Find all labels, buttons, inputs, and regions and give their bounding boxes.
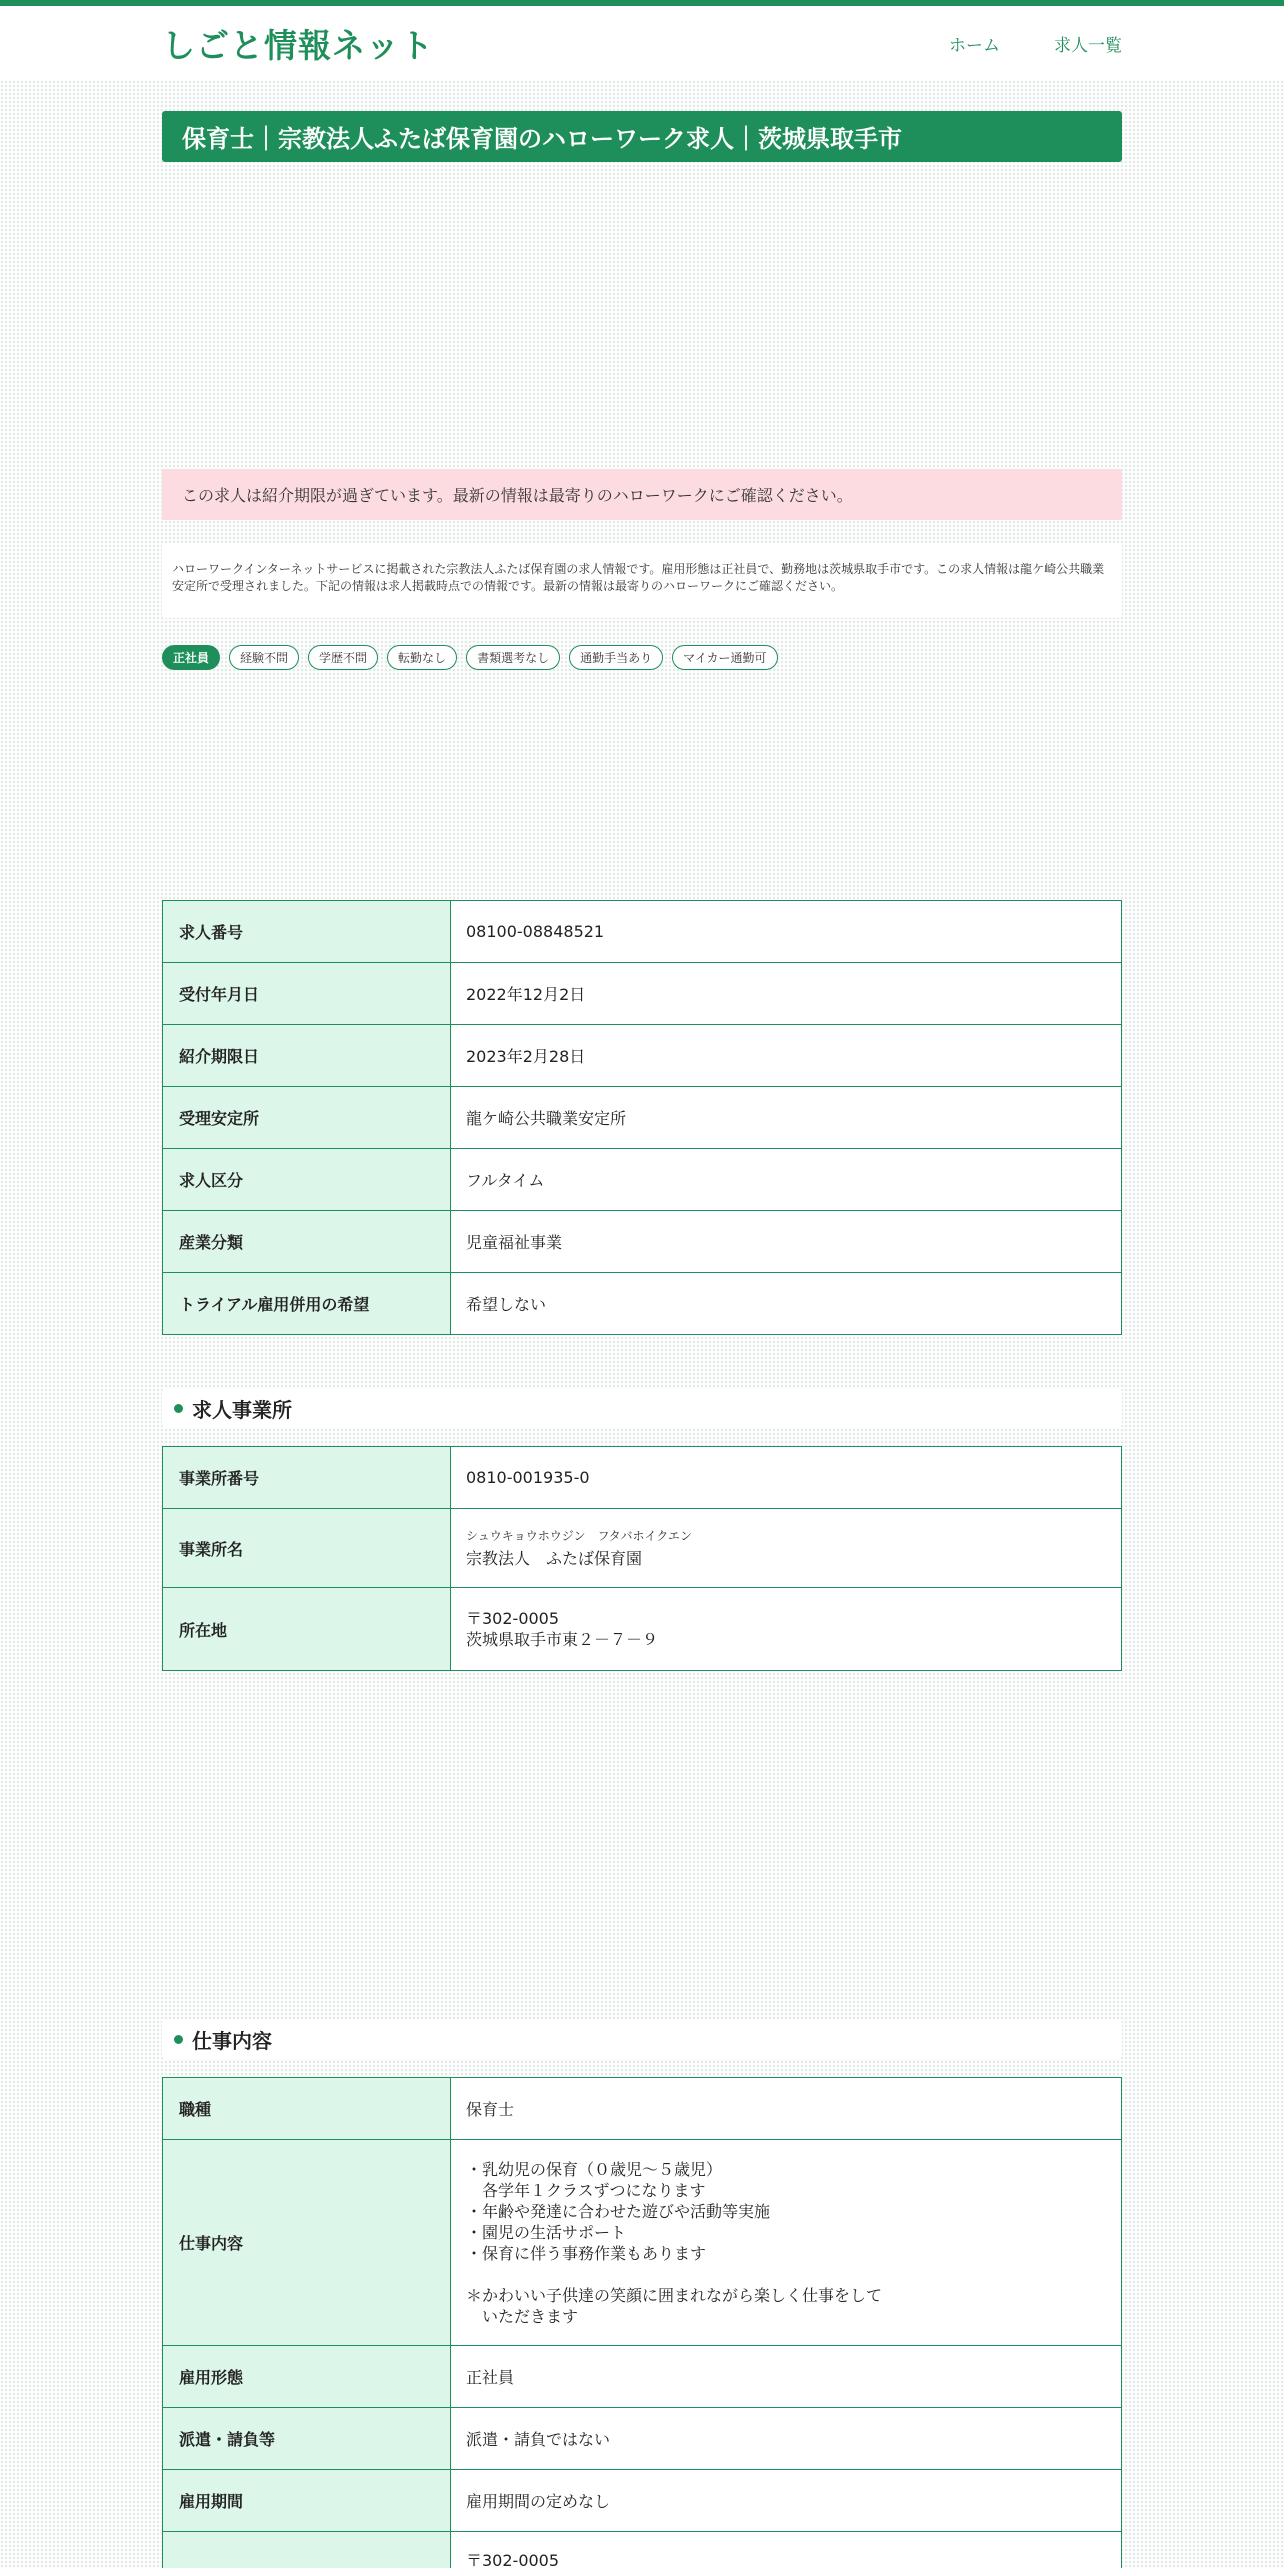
address: 茨城県取手市東２－７－９ — [466, 1630, 659, 1649]
tag: 転勤なし — [387, 645, 457, 670]
page-title: 保育士｜宗教法人ふたば保育園のハローワーク求人｜茨城県取手市 — [162, 111, 1122, 162]
basic-info-table — [162, 900, 1122, 1335]
row-label: 事業所名 — [163, 1509, 451, 1588]
employment-type: 正社員 — [451, 2346, 1122, 2408]
table-row — [163, 1211, 1122, 1273]
row-label: 受付年月日 — [163, 963, 451, 1025]
nav-home-link[interactable]: ホーム — [949, 35, 1000, 56]
table-row — [163, 1273, 1122, 1335]
row-value: 児童福祉事業 — [451, 1211, 1122, 1273]
ad-space — [162, 162, 1122, 469]
tag-list — [162, 645, 1122, 670]
row-label: 雇用期間 — [163, 2470, 451, 2532]
office-name-cell — [451, 1509, 1122, 1588]
table-row — [163, 901, 1122, 963]
intro-text: ハローワークインターネットサービスに掲載された宗教法人ふたば保育園の求人情報です。雇用形態は正社員で、勤務地は茨城県取手市です。この求人情報は龍ケ崎公共職業安定所で受理されました。下記の情報は求人掲載時点での情報です。最新の情報は最寄りのハローワークにご確認ください。 — [162, 543, 1122, 618]
site-header — [0, 6, 1284, 80]
row-value: 龍ケ崎公共職業安定所 — [451, 1087, 1122, 1149]
employer-table — [162, 1446, 1122, 1671]
ad-space — [162, 1671, 1122, 2019]
job-description-cell — [451, 2140, 1122, 2346]
row-label: トライアル雇用併用の希望 — [163, 1273, 451, 1335]
row-value: 08100-08848521 — [451, 901, 1122, 963]
office-number: 0810-001935-0 — [451, 1447, 1122, 1509]
site-logo[interactable]: しごと情報ネット — [162, 25, 434, 65]
row-label: 受理安定所 — [163, 1087, 451, 1149]
table-row — [163, 1025, 1122, 1087]
tag: 書類選考なし — [466, 645, 560, 670]
ad-space — [162, 670, 1122, 900]
table-row — [163, 2470, 1122, 2532]
tag: 学歴不問 — [308, 645, 378, 670]
bullet-dot-icon — [174, 2035, 183, 2044]
main-nav — [949, 31, 1122, 56]
section-heading-text: 求人事業所 — [192, 1397, 292, 1422]
workplace-postal: 〒302-0005 — [451, 2532, 1122, 2568]
table-row — [163, 1509, 1122, 1588]
table-row — [163, 1149, 1122, 1211]
office-name: 宗教法人 ふたば保育園 — [466, 1549, 643, 1568]
tag: 経験不問 — [229, 645, 299, 670]
row-label: 求人区分 — [163, 1149, 451, 1211]
row-label: 紹介期限日 — [163, 1025, 451, 1087]
table-row — [163, 2346, 1122, 2408]
employment-period: 雇用期間の定めなし — [451, 2470, 1122, 2532]
row-label: 派遣・請負等 — [163, 2408, 451, 2470]
section-heading-employer — [162, 1388, 1122, 1428]
section-heading-job — [162, 2019, 1122, 2059]
row-value: 希望しない — [451, 1273, 1122, 1335]
row-label: 産業分類 — [163, 1211, 451, 1273]
table-row — [163, 2408, 1122, 2470]
address-cell — [451, 1588, 1122, 1671]
section-heading-text: 仕事内容 — [192, 2028, 272, 2053]
job-description: ・乳幼児の保育（０歳児～５歳児） 各学年１クラスずつになります ・年齢や発達に合わせた遊びや活動等実施 ・園児の生活サポート ・保育に伴う事務作業もあります ＊かわいい子供達の笑顔に囲まれながら楽しく仕事をして いただきます — [466, 2159, 883, 2326]
row-label: 求人番号 — [163, 901, 451, 963]
dispatch-status: 派遣・請負ではない — [451, 2408, 1122, 2470]
table-row — [163, 2078, 1122, 2140]
row-label: 仕事内容 — [163, 2140, 451, 2346]
row-value: 2022年12月2日 — [451, 963, 1122, 1025]
table-row — [163, 2140, 1122, 2346]
row-label — [163, 2532, 451, 2568]
row-label: 職種 — [163, 2078, 451, 2140]
bullet-dot-icon — [174, 1404, 183, 1413]
table-row — [163, 1087, 1122, 1149]
table-row — [163, 2532, 1122, 2568]
row-value: 2023年2月28日 — [451, 1025, 1122, 1087]
tag: 通勤手当あり — [569, 645, 663, 670]
row-label: 雇用形態 — [163, 2346, 451, 2408]
row-label: 事業所番号 — [163, 1447, 451, 1509]
nav-job-list-link[interactable]: 求人一覧 — [1054, 35, 1122, 56]
postal-code: 〒302-0005 — [466, 1609, 560, 1628]
row-label: 所在地 — [163, 1588, 451, 1671]
job-table — [162, 2077, 1122, 2568]
table-row — [163, 1588, 1122, 1671]
expired-notice: この求人は紹介期限が過ぎています。最新の情報は最寄りのハローワークにご確認ください。 — [162, 469, 1122, 520]
row-value: フルタイム — [451, 1149, 1122, 1211]
table-row — [163, 1447, 1122, 1509]
tag-employment-type: 正社員 — [162, 645, 220, 670]
table-row — [163, 963, 1122, 1025]
tag: マイカー通勤可 — [672, 645, 777, 670]
main-content — [162, 111, 1122, 2568]
occupation: 保育士 — [451, 2078, 1122, 2140]
office-name-kana: シュウキョウホウジン フタバホイクエン — [466, 1529, 693, 1543]
